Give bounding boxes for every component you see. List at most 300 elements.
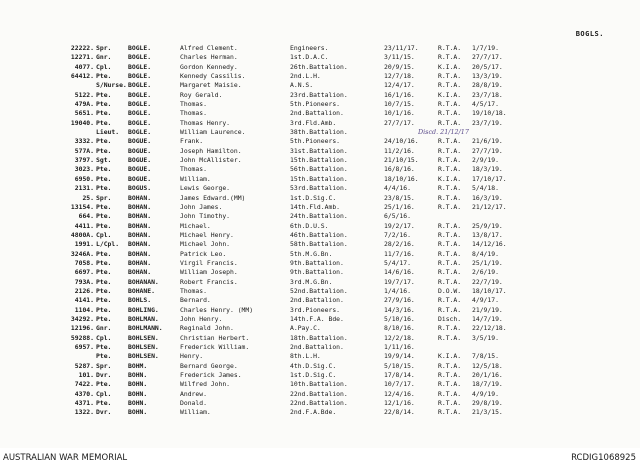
enlistment-date-cell: 28/2/16. <box>384 240 415 249</box>
rank-cell: Pte. <box>96 202 112 211</box>
fate-date-cell: 21/12/17. <box>472 202 507 211</box>
handwritten-note: Discd. 21/12/17 <box>418 128 469 137</box>
service-number-cell: 13154. <box>70 202 94 211</box>
enlistment-date-cell: 4/4/16. <box>384 184 411 193</box>
table-row <box>0 278 640 287</box>
given-names-cell: Robert Francis. <box>180 277 238 286</box>
enlistment-date-cell: 5/10/15. <box>384 361 415 370</box>
unit-cell: 1st.D.Sig.C. <box>290 371 337 380</box>
fate-date-cell: 18/10/17. <box>472 286 507 295</box>
enlistment-date-cell: 12/4/16. <box>384 389 415 398</box>
table-row <box>0 212 640 221</box>
rank-cell: Pte. <box>96 72 112 81</box>
unit-cell: 9th.Battalion. <box>290 258 344 267</box>
surname-cell: BOGUS. <box>128 184 152 193</box>
fate-date-cell: 27/7/19. <box>472 146 503 155</box>
surname-cell: BOGLE. <box>128 118 152 127</box>
fate-date-cell: 4/9/19. <box>472 389 499 398</box>
rank-cell: Pte. <box>96 146 112 155</box>
fate-date-cell: 13/3/19. <box>472 72 503 81</box>
surname-cell: BOHAN. <box>128 258 152 267</box>
given-names-cell: Kennedy Cassilis. <box>180 72 246 81</box>
service-number-cell: 4077. <box>74 62 94 71</box>
given-names-cell: Henry. <box>180 352 204 361</box>
enlistment-date-cell: 12/7/18. <box>384 72 415 81</box>
surname-cell: BOGLE. <box>128 128 152 137</box>
fate-date-cell: 8/4/19. <box>472 249 499 258</box>
table-row <box>0 53 640 62</box>
unit-cell: 2nd.Battalion. <box>290 109 344 118</box>
given-names-cell: Margaret Maisie. <box>180 81 242 90</box>
table-row <box>0 408 640 417</box>
fate-cell: R.T.A. <box>438 389 462 398</box>
fate-date-cell: 5/4/18. <box>472 184 499 193</box>
service-number-cell: 1322. <box>74 408 94 417</box>
service-number-cell: 101. <box>78 371 94 380</box>
surname-cell: BOHN. <box>128 371 148 380</box>
fate-cell: R.T.A. <box>438 408 462 417</box>
fate-date-cell: 16/3/19. <box>472 193 503 202</box>
given-names-cell: William. <box>180 174 211 183</box>
given-names-cell: Gordon Kennedy. <box>180 62 238 71</box>
table-row <box>0 362 640 371</box>
rank-cell: Pte. <box>96 174 112 183</box>
given-names-cell: Christian Herbert. <box>180 333 250 342</box>
table-row <box>0 268 640 277</box>
unit-cell: 1st.D.Sig.C. <box>290 193 337 202</box>
given-names-cell: John James. <box>180 202 223 211</box>
surname-cell: BOHAN. <box>128 202 152 211</box>
enlistment-date-cell: 11/2/16. <box>384 146 415 155</box>
fate-cell: R.T.A. <box>438 221 462 230</box>
table-row <box>0 380 640 389</box>
rank-cell: Pte. <box>96 249 112 258</box>
fate-date-cell: 25/1/19. <box>472 258 503 267</box>
enlistment-date-cell: 10/7/15. <box>384 100 415 109</box>
fate-cell: R.T.A. <box>438 53 462 62</box>
unit-cell: 52nd.Battalion. <box>290 286 348 295</box>
surname-cell: BOHLING. <box>128 305 159 314</box>
fate-cell: R.T.A. <box>438 146 462 155</box>
rank-cell: Pte. <box>96 380 112 389</box>
table-row <box>0 306 640 315</box>
enlistment-date-cell: 20/9/15. <box>384 62 415 71</box>
rank-cell: Spr. <box>96 361 112 370</box>
rank-cell: Pte. <box>96 118 112 127</box>
enlistment-date-cell: 3/11/15. <box>384 53 415 62</box>
unit-cell: 9th.Battalion. <box>290 268 344 277</box>
surname-cell: BOHN. <box>128 389 148 398</box>
surname-cell: BOHLMAN. <box>128 314 159 323</box>
fate-date-cell: 25/9/19. <box>472 221 503 230</box>
fate-cell: R.T.A. <box>438 118 462 127</box>
rank-cell: Spr. <box>96 44 112 52</box>
surname-cell: BOHLSEN. <box>128 352 159 361</box>
rank-cell: Pte. <box>96 137 112 146</box>
rank-cell: Pte. <box>96 314 112 323</box>
fate-date-cell: 18/7/19. <box>472 380 503 389</box>
surname-cell: BOHLSEN. <box>128 343 159 351</box>
service-number-cell: 12271. <box>70 53 94 62</box>
unit-cell: 22nd.Battalion. <box>290 389 348 398</box>
fate-date-cell: 4/5/17. <box>472 100 499 109</box>
table-row <box>0 44 640 53</box>
service-number-cell: 19040. <box>70 118 94 127</box>
rank-cell: Pte. <box>96 212 112 221</box>
footer <box>0 448 640 466</box>
fate-date-cell: 7/8/15. <box>472 352 499 361</box>
table-row <box>0 324 640 333</box>
surname-cell: BOHLMANN. <box>128 324 163 333</box>
fate-cell: R.T.A. <box>438 258 462 267</box>
surname-cell: BOHAN. <box>128 249 152 258</box>
given-names-cell: William Joseph. <box>180 268 238 277</box>
table-row <box>0 119 640 128</box>
table-row <box>0 399 640 408</box>
surname-cell: BOHN. <box>128 408 148 417</box>
unit-cell: 2nd.F.A.Bde. <box>290 408 337 417</box>
fate-cell: R.T.A. <box>438 137 462 146</box>
fate-date-cell: 18/3/19. <box>472 165 503 174</box>
table-row <box>0 194 640 203</box>
rank-cell: Pte. <box>96 109 112 118</box>
unit-cell: 3rd.M.G.Bn. <box>290 277 333 286</box>
service-number-cell: 4800A. <box>70 230 94 239</box>
unit-cell: 4th.D.Sig.C. <box>290 361 337 370</box>
service-number-cell: 4371. <box>74 399 94 408</box>
table-row <box>0 240 640 249</box>
table-row <box>0 296 640 305</box>
enlistment-date-cell: 19/2/17. <box>384 221 415 230</box>
enlistment-date-cell: 27/7/17. <box>384 118 415 127</box>
given-names-cell: Reginald John. <box>180 324 234 333</box>
given-names-cell: Bernard George. <box>180 361 238 370</box>
service-number-cell: 793A. <box>74 277 94 286</box>
service-number-cell: 5122. <box>74 90 94 99</box>
fate-cell: R.T.A. <box>438 81 462 90</box>
enlistment-date-cell: 25/1/16. <box>384 202 415 211</box>
table-row <box>0 91 640 100</box>
fate-cell: R.T.A. <box>438 230 462 239</box>
given-names-cell: Andrew. <box>180 389 207 398</box>
fate-cell: R.T.A. <box>438 361 462 370</box>
unit-cell: 56th.Battalion. <box>290 165 348 174</box>
surname-cell: BOHAN. <box>128 221 152 230</box>
service-number-cell: 2131. <box>74 184 94 193</box>
given-names-cell: Wilfred John. <box>180 380 231 389</box>
surname-cell: BOHAN. <box>128 193 152 202</box>
table-row <box>0 315 640 324</box>
given-names-cell: Roy Gerald. <box>180 90 223 99</box>
enlistment-date-cell: 12/2/18. <box>384 333 415 342</box>
table-row <box>0 128 640 137</box>
unit-cell: 5th.Pioneers. <box>290 100 341 109</box>
rank-cell: Pte. <box>96 343 112 351</box>
enlistment-date-cell: 23/8/15. <box>384 193 415 202</box>
enlistment-date-cell: 24/10/16. <box>384 137 419 146</box>
fate-date-cell: 29/8/19. <box>472 399 503 408</box>
table-row <box>0 81 640 90</box>
table-row <box>0 165 640 174</box>
unit-cell: 2nd.Battalion. <box>290 343 344 351</box>
given-names-cell: Frederick James. <box>180 371 242 380</box>
fate-cell: R.T.A. <box>438 100 462 109</box>
enlistment-date-cell: 12/4/17. <box>384 81 415 90</box>
fate-cell: R.T.A. <box>438 268 462 277</box>
unit-cell: 18th.Battalion. <box>290 333 348 342</box>
service-number-cell: 12196. <box>70 324 94 333</box>
fate-cell: R.T.A. <box>438 380 462 389</box>
given-names-cell: William. <box>180 408 211 417</box>
surname-cell: BOGLE. <box>128 90 152 99</box>
rank-cell: Cpl. <box>96 230 112 239</box>
rank-cell: Pte. <box>96 268 112 277</box>
surname-cell: BOHANAN. <box>128 277 159 286</box>
fate-cell: R.T.A. <box>438 371 462 380</box>
service-number-cell: 3023. <box>74 165 94 174</box>
table-row <box>0 343 640 352</box>
enlistment-date-cell: 11/7/16. <box>384 249 415 258</box>
fate-date-cell: 13/8/17. <box>472 230 503 239</box>
given-names-cell: John McAllister. <box>180 156 242 165</box>
fate-cell: R.T.A. <box>438 240 462 249</box>
fate-date-cell: 19/10/18. <box>472 109 507 118</box>
fate-date-cell: 21/9/19. <box>472 305 503 314</box>
given-names-cell: Thomas. <box>180 100 207 109</box>
surname-cell: BOHAN. <box>128 240 152 249</box>
service-number-cell: 5651. <box>74 109 94 118</box>
given-names-cell: Charles Henry. (MM) <box>180 305 254 314</box>
given-names-cell: John Henry. <box>180 314 223 323</box>
enlistment-date-cell: 5/10/16. <box>384 314 415 323</box>
rank-cell: Lieut. <box>96 128 120 137</box>
service-number-cell: 7422. <box>74 380 94 389</box>
rank-cell: Pte. <box>96 352 112 361</box>
unit-cell: 14th.Fld.Amb. <box>290 202 341 211</box>
surname-cell: BOHN. <box>128 380 148 389</box>
fate-date-cell: 20/1/16. <box>472 371 503 380</box>
given-names-cell: Michael Henry. <box>180 230 234 239</box>
service-number-cell: 3246A. <box>70 249 94 258</box>
given-names-cell: Bernard. <box>180 296 211 305</box>
given-names-cell: Patrick Leo. <box>180 249 227 258</box>
rank-cell: Dvr. <box>96 371 112 380</box>
unit-cell: 5th.Pioneers. <box>290 137 341 146</box>
given-names-cell: John Timothy. <box>180 212 231 221</box>
fate-cell: R.T.A. <box>438 277 462 286</box>
service-number-cell: 2126. <box>74 286 94 295</box>
rank-cell: Dvr. <box>96 408 112 417</box>
enlistment-date-cell: 22/8/14. <box>384 408 415 417</box>
unit-cell: 5th.M.G.Bn. <box>290 249 333 258</box>
rank-cell: Pte. <box>96 90 112 99</box>
surname-cell: BOGUE. <box>128 174 152 183</box>
unit-cell: 3rd.Fld.Amb. <box>290 118 337 127</box>
table-row <box>0 156 640 165</box>
surname-cell: BOGLE. <box>128 53 152 62</box>
surname-cell: BOHAN. <box>128 268 152 277</box>
service-number-cell: 577A. <box>74 146 94 155</box>
service-number-cell: 1104. <box>74 305 94 314</box>
rank-cell: Sgt. <box>96 156 112 165</box>
unit-cell: Engineers. <box>290 44 329 52</box>
unit-cell: 10th.Battalion. <box>290 380 348 389</box>
enlistment-date-cell: 19/9/14. <box>384 352 415 361</box>
fate-date-cell: 17/10/17. <box>472 174 507 183</box>
fate-cell: R.T.A. <box>438 399 462 408</box>
unit-cell: A.N.S. <box>290 81 314 90</box>
enlistment-date-cell: 16/1/16. <box>384 90 415 99</box>
enlistment-date-cell: 1/4/16. <box>384 286 411 295</box>
service-number-cell: 5287. <box>74 361 94 370</box>
table-row <box>0 250 640 259</box>
enlistment-date-cell: 21/10/15. <box>384 156 419 165</box>
given-names-cell: Charles Herman. <box>180 53 238 62</box>
rank-cell: Pte. <box>96 399 112 408</box>
rank-cell: L/Cpl. <box>96 240 120 249</box>
unit-cell: 24th.Battalion. <box>290 212 348 221</box>
service-number-cell: 4411. <box>74 221 94 230</box>
rank-cell: S/Nurse. <box>96 81 127 90</box>
fate-cell: Disch. <box>438 314 462 323</box>
fate-cell: R.T.A. <box>438 72 462 81</box>
fate-date-cell: 4/9/17. <box>472 296 499 305</box>
unit-cell: 14th.F.A. Bde. <box>290 314 344 323</box>
enlistment-date-cell: 7/2/16. <box>384 230 411 239</box>
table-row <box>0 109 640 118</box>
given-names-cell: William Laurence. <box>180 128 246 137</box>
surname-cell: BOHM. <box>128 361 148 370</box>
fate-date-cell: 12/5/18. <box>472 361 503 370</box>
unit-cell: 38th.Battalion. <box>290 128 348 137</box>
unit-cell: 1st.D.A.C. <box>290 53 329 62</box>
fate-date-cell: 2/6/19. <box>472 268 499 277</box>
given-names-cell: Alfred Clement. <box>180 44 238 52</box>
unit-cell: 15th.Battalion. <box>290 174 348 183</box>
rank-cell: Pte. <box>96 286 112 295</box>
fate-cell: R.T.A. <box>438 249 462 258</box>
fate-cell: D.O.W. <box>438 286 462 295</box>
unit-cell: 31st.Battalion. <box>290 146 348 155</box>
fate-date-cell: 22/7/19. <box>472 277 503 286</box>
table-row <box>0 63 640 72</box>
service-number-cell: 6957. <box>74 343 94 351</box>
given-names-cell: James Edward.(MM) <box>180 193 246 202</box>
service-number-cell: 664. <box>78 212 94 221</box>
given-names-cell: Thomas Henry. <box>180 118 231 127</box>
unit-cell: 3rd.Pioneers. <box>290 305 341 314</box>
table-row <box>0 147 640 156</box>
rank-cell: Cpl. <box>96 62 112 71</box>
fate-cell: R.T.A. <box>438 165 462 174</box>
enlistment-date-cell: 14/3/16. <box>384 305 415 314</box>
surname-cell: BOGUE. <box>128 156 152 165</box>
unit-cell: 2nd.L.H. <box>290 72 321 81</box>
service-number-cell: 34292. <box>70 314 94 323</box>
fate-cell: R.T.A. <box>438 324 462 333</box>
fate-date-cell: 23/7/19. <box>472 118 503 127</box>
table-row <box>0 352 640 361</box>
rank-cell: Pte. <box>96 277 112 286</box>
enlistment-date-cell: 5/4/17. <box>384 258 411 267</box>
fate-date-cell: 23/7/18. <box>472 90 503 99</box>
enlistment-date-cell: 8/10/16. <box>384 324 415 333</box>
given-names-cell: Frank. <box>180 137 204 146</box>
fate-cell: K.I.A. <box>438 62 462 71</box>
surname-cell: BOGUE. <box>128 146 152 155</box>
page-header: BOGLS. <box>575 30 604 38</box>
footer-record-id: RCDIG1068925 <box>571 453 636 463</box>
service-number-cell: 3797. <box>74 156 94 165</box>
fate-cell: R.T.A. <box>438 333 462 342</box>
rank-cell: Pte. <box>96 296 112 305</box>
fate-cell: K.I.A. <box>438 90 462 99</box>
fate-date-cell: 2/9/19. <box>472 156 499 165</box>
enlistment-date-cell: 27/9/16. <box>384 296 415 305</box>
unit-cell: 26th.Battalion. <box>290 62 348 71</box>
rank-cell: Pte. <box>96 100 112 109</box>
footer-institution: AUSTRALIAN WAR MEMORIAL <box>3 453 128 463</box>
surname-cell: BOHLSEN. <box>128 333 159 342</box>
fate-cell: R.T.A. <box>438 296 462 305</box>
unit-cell: 6th.D.U.S. <box>290 221 329 230</box>
unit-cell: 23rd.Battalion. <box>290 90 348 99</box>
fate-cell: K.I.A. <box>438 352 462 361</box>
given-names-cell: Lewis George. <box>180 184 231 193</box>
table-row <box>0 72 640 81</box>
enlistment-date-cell: 10/7/17. <box>384 380 415 389</box>
surname-cell: BOGLE. <box>128 109 152 118</box>
given-names-cell: Thomas. <box>180 165 207 174</box>
surname-cell: BOGLE. <box>128 81 152 90</box>
table-row <box>0 184 640 193</box>
service-number-cell: 1991. <box>74 240 94 249</box>
unit-cell: 58th.Battalion. <box>290 240 348 249</box>
rank-cell: Gnr. <box>96 324 112 333</box>
given-names-cell: Joseph Hamilton. <box>180 146 242 155</box>
table-row <box>0 175 640 184</box>
rank-cell: Spr. <box>96 193 112 202</box>
unit-cell: 22nd.Battalion. <box>290 399 348 408</box>
enlistment-date-cell: 14/6/16. <box>384 268 415 277</box>
fate-cell: R.T.A. <box>438 193 462 202</box>
service-number-cell: 59288. <box>70 333 94 342</box>
given-names-cell: Thomas. <box>180 109 207 118</box>
surname-cell: BOHN. <box>128 399 148 408</box>
surname-cell: BOHLS. <box>128 296 152 305</box>
service-number-cell: 3332. <box>74 137 94 146</box>
table-row <box>0 334 640 343</box>
fate-date-cell: 14/7/19. <box>472 314 503 323</box>
fate-cell: R.T.A. <box>438 109 462 118</box>
service-number-cell: 6697. <box>74 268 94 277</box>
given-names-cell: Virgil Francis. <box>180 258 238 267</box>
table-row <box>0 287 640 296</box>
surname-cell: BOHAN. <box>128 212 152 221</box>
rank-cell: Pte. <box>96 258 112 267</box>
unit-cell: 46th.Battalion. <box>290 230 348 239</box>
fate-date-cell: 21/6/19. <box>472 137 503 146</box>
surname-cell: BOGUE. <box>128 137 152 146</box>
fate-cell: R.T.A. <box>438 202 462 211</box>
unit-cell: 8th.L.H. <box>290 352 321 361</box>
fate-date-cell: 20/5/17. <box>472 62 503 71</box>
enlistment-date-cell: 6/5/16. <box>384 212 411 221</box>
service-number-cell: 25. <box>82 193 94 202</box>
fate-cell: K.I.A. <box>438 174 462 183</box>
enlistment-date-cell: 18/10/16. <box>384 174 419 183</box>
unit-cell: 53rd.Battalion. <box>290 184 348 193</box>
